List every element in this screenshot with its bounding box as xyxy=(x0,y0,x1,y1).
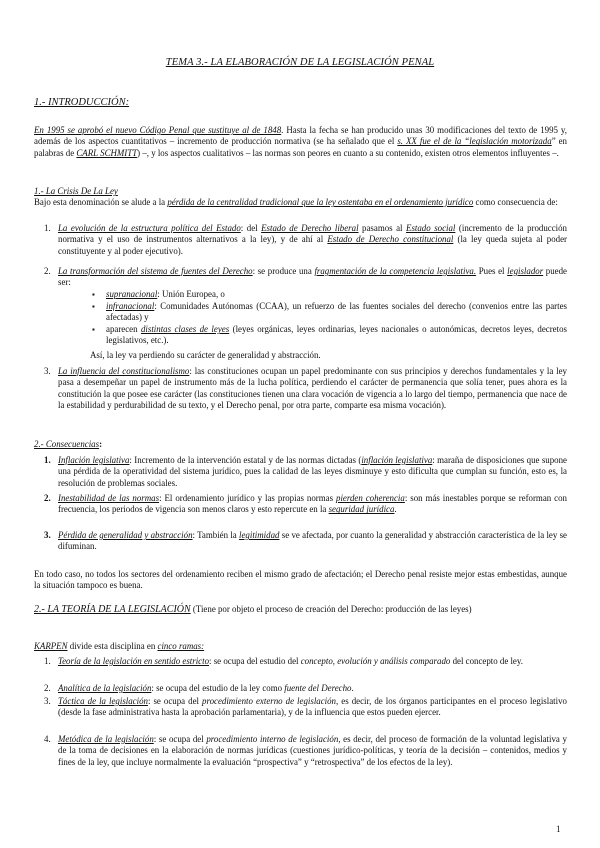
consecuencias-heading: 2.- Consecuencias xyxy=(34,439,100,449)
c1-text-a: : Incremento de la intervención estatal y de las normas dictadas ( xyxy=(129,455,362,465)
bullet2-em: infranacional xyxy=(106,301,155,311)
bullet-icon: ▪ xyxy=(92,290,95,299)
consecuencias-colon: : xyxy=(99,439,103,449)
list-number: 4. xyxy=(44,734,51,744)
r1-italic: concepto, evolución y análisis comparado xyxy=(300,656,451,666)
c1-em: Inflación legislativa xyxy=(58,455,130,465)
item1-em4: Estado de Derecho constitucional xyxy=(327,234,454,245)
consequence-1 xyxy=(44,455,567,489)
list-number: 3. xyxy=(44,366,51,376)
list-item-3 xyxy=(44,366,567,412)
bullet1-text: : Unión Europea, o xyxy=(157,289,225,299)
r2-text-b: . xyxy=(351,683,354,693)
list-number: 1. xyxy=(44,223,51,233)
r4-text-b: , es decir, del proceso de formación de la voluntad legislativa y de la toma de decisiones en la elaboración de normas jurídicas (cuestiones jurídico-políticas, y teoría de la decisión – contenidos, medios y fines de la ley, que incluye normalmente la evaluación “prospectiva” y “retrospectiva” de los efectos de la ley). xyxy=(58,734,567,767)
subheading-crisis: 1.- La Crisis De La Ley xyxy=(34,186,118,196)
intro-paragraph xyxy=(34,125,567,159)
list-number: 2. xyxy=(44,683,51,693)
list-number: 1. xyxy=(44,455,51,465)
r3-italic: procedimiento externo de legislación xyxy=(202,696,336,706)
page-number: 1 xyxy=(556,824,561,834)
karpen-text: divide esta disciplina en xyxy=(67,641,158,651)
intro-text-b: ” en palabras de xyxy=(34,136,567,158)
karpen-paragraph xyxy=(34,641,567,652)
intro-em-legislacion: s. XX fue el de la “legislación motorizada xyxy=(397,136,552,147)
r3-text-a: : se ocupa del xyxy=(147,696,203,706)
list-number: 3. xyxy=(44,530,51,540)
bullet2-text: : Comunidades Autónomas (CCAA), un refuerzo de las fuentes sociales del derecho (convenios entre las partes afectadas) y xyxy=(106,301,567,323)
consequence-3 xyxy=(44,530,567,553)
c3-em: Pérdida de generalidad y abstracción xyxy=(58,530,193,540)
item2-em2: fragmentación de la competencia legislativa. xyxy=(314,266,477,276)
list-number: 3. xyxy=(44,696,51,706)
item1-text-a: : del xyxy=(240,223,262,233)
r4-italic: procedimiento interno de legislación xyxy=(206,734,339,744)
item3-text: : las constituciones ocupan un papel predominante con sus principios y derechos fundamentales y la ley pasa a desempeñar un papel de instrumento más de la lucha política, perdiendo el carácter de permanencia que solía tener, pues ahora es la constitución la que posee ese carácter (las constituciones tienen una clara vocación de vigencia a lo largo del tiempo, permanencia que nace de la estabilidad y perdurabilidad de su texto, y el Derecho penal, por otra parte, comparte esa misma vocación). xyxy=(58,366,567,411)
item1-text-b: pasamos al xyxy=(358,223,407,233)
item2-em3: legislador xyxy=(507,266,544,276)
r4-text-a: : se ocupa del xyxy=(153,734,207,744)
item1-em2: Estado de Derecho liberal xyxy=(261,223,359,233)
r1-text-b: del concepto de ley. xyxy=(450,656,523,666)
c2-text-b: : son más inestables porque se reforman con frecuencia, los periodos de vigencia son menos claros y esto repercute en la xyxy=(58,493,567,515)
list-number: 2. xyxy=(44,493,51,503)
list-number: 2. xyxy=(44,266,51,276)
intro-text-c: ) –, y los aspectos cualitativos – las normas son peores en cuanto a su contenido, existen otros elementos influyentes –. xyxy=(137,147,559,158)
branch-4 xyxy=(44,734,567,768)
c3-text-a: : También la xyxy=(192,530,240,540)
teoria-heading: 2.- LA TEORÍA DE LA LEGISLACIÓN xyxy=(34,604,191,615)
intro-text-a: . Hasta la fecha se han producido unas 30 modificaciones del texto de 1995 y, además de los aspectos cuantitativos – incremento de producción normativa (se ha señalado que el xyxy=(34,125,567,147)
subheading-consecuencias xyxy=(34,439,102,450)
item2-tail: Así, la ley va perdiendo su carácter de generalidad y abstracción. xyxy=(90,350,321,360)
crisis-text-b: como consecuencia de: xyxy=(473,197,558,207)
r2-em: Analítica de la legislación xyxy=(58,683,152,693)
bullet3-em: distintas clases de leyes xyxy=(140,324,230,334)
c2-em2: pierden coherencia xyxy=(336,493,405,503)
bullet1-em: supranacional xyxy=(106,289,158,299)
item1-em: La evolución de la estructura política del Estado xyxy=(58,223,241,233)
c2-text-c: . xyxy=(394,504,397,515)
branch-1 xyxy=(44,656,567,667)
list-item-1 xyxy=(44,223,567,257)
c2-em: Inestabilidad de las normas xyxy=(58,493,160,503)
item2-text-c: puede ser: xyxy=(58,266,568,288)
r1-em: Teoría de la legislación en sentido estricto xyxy=(58,656,210,666)
c3-em2: legitimidad xyxy=(239,530,280,540)
bullet3-text-a: aparecen xyxy=(106,324,141,334)
item1-text-d: (la ley queda sujeta al poder constituyente y al poder ejecutivo). xyxy=(58,234,567,256)
section-heading-introduccion: 1.- INTRODUCCIÓN: xyxy=(34,97,130,108)
bullet-item-3 xyxy=(92,324,567,347)
bullet-item-1 xyxy=(92,289,567,300)
c2-text-a: : El ordenamiento jurídico y las propias normas xyxy=(159,493,336,503)
crisis-paragraph xyxy=(34,197,567,208)
bullet-icon: ▪ xyxy=(92,302,95,311)
r4-em: Metódica de la legislación xyxy=(58,734,154,744)
list-item-2 xyxy=(44,266,568,289)
r3-em: Táctica de la legislación xyxy=(58,696,148,706)
item2-em: La transformación del sistema de fuentes del Derecho xyxy=(58,266,253,276)
teoria-heading-rest: (Tiene por objeto el proceso de creación del Derecho: producción de las leyes) xyxy=(190,604,472,614)
item3-em: La influencia del constitucionalismo xyxy=(58,366,190,376)
r2-italic: fuente del Derecho xyxy=(284,683,352,693)
document-title: TEMA 3.- LA ELABORACIÓN DE LA LEGISLACIÓN PENAL xyxy=(165,57,435,68)
r2-text-a: : se ocupa del estudio de la ley como xyxy=(151,683,285,693)
r1-text-a: : se ocupa del estudio del xyxy=(209,656,301,666)
intro-em-schmitt: CARL SCHMITT xyxy=(76,147,138,158)
c1-text-b: : maraña de disposiciones que supone una pérdida de la operatividad del sistema jurídico, pues la calidad de las leyes disminuye y esto dificulta que cumplan su función, esto es, la resolución de problemas sociales. xyxy=(58,455,567,488)
closing-paragraph: En todo caso, no todos los sectores del ordenamiento reciben el mismo grado de afectación; el Derecho penal resiste mejor estas embestidas, aunque la situación tampoco es buena. xyxy=(34,569,567,591)
branch-2 xyxy=(44,683,567,694)
bullet-item-2 xyxy=(92,301,567,324)
item2-text-a: : se produce una xyxy=(252,266,315,276)
r3-text-b: , es decir, de los órganos participantes en el proceso legislativo (desde la fase administrativa hasta la aprobación parlamentaria), y de la influencia que estos pueden ejercer. xyxy=(58,696,567,718)
crisis-text-a: Bajo esta denominación se alude a la xyxy=(34,197,168,207)
crisis-em: pérdida de la centralidad tradicional que la ley ostentaba en el ordenamiento jurídico xyxy=(167,197,474,207)
c2-em3: seguridad jurídica xyxy=(328,504,395,515)
section-heading-teoria xyxy=(34,604,567,616)
karpen-em2: cinco ramas: xyxy=(157,641,205,651)
c3-text-b: se ve afectada, por cuanto la generalidad y abstracción característica de la ley se difuminan. xyxy=(58,530,567,552)
branch-3 xyxy=(44,696,567,719)
item1-text-c: (incremento de la producción normativa y el uso de instrumentos alternativos a la ley), y de ahí al xyxy=(58,223,567,245)
item2-text-b: Pues el xyxy=(476,266,508,276)
intro-lead: En 1995 se aprobó el nuevo Código Penal que sustituye al de 1848 xyxy=(34,125,282,135)
bullet3-text-b: (leyes orgánicas, leyes ordinarias, leyes nacionales o autonómicas, decretos leyes, decretos legislativos, etc.). xyxy=(106,324,567,346)
item1-em3: Estado social xyxy=(406,223,456,233)
karpen-em: KARPEN xyxy=(34,641,68,651)
consequence-2 xyxy=(44,493,567,516)
bullet-icon: ▪ xyxy=(92,325,95,334)
c1-em2: inflación legislativa xyxy=(361,455,433,465)
list-number: 1. xyxy=(44,656,51,666)
